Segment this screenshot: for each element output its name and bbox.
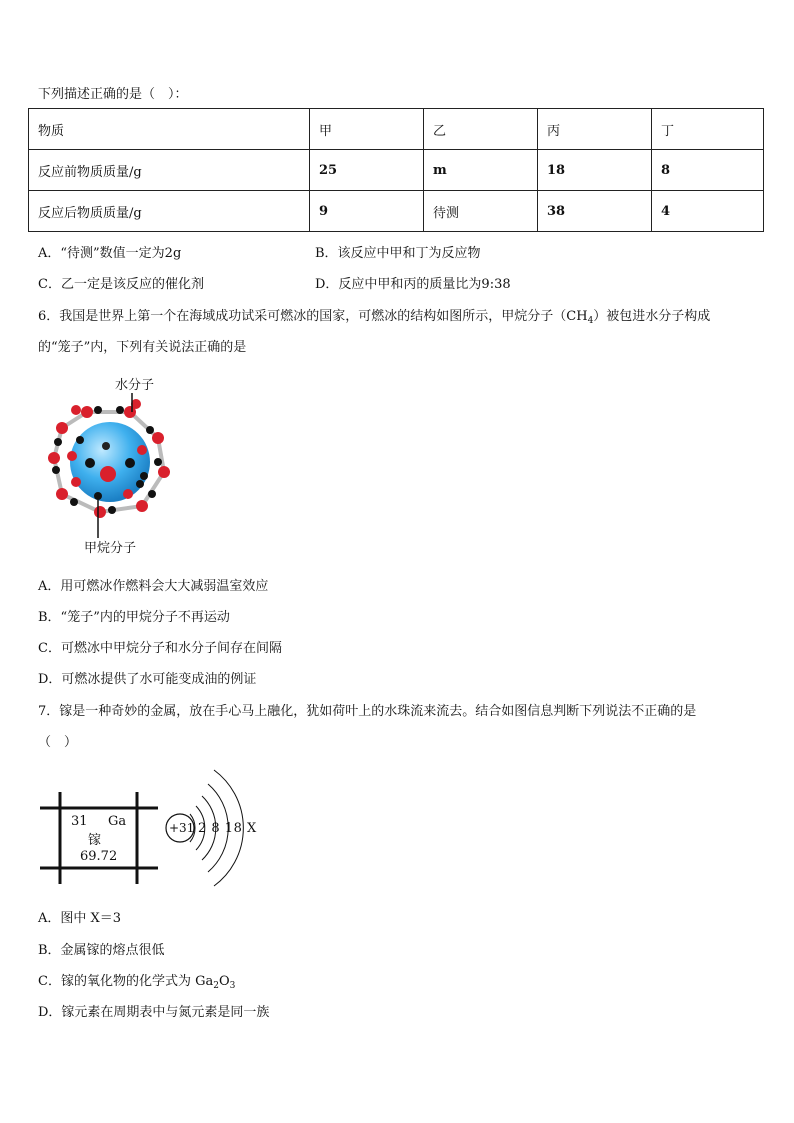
table-row (29, 150, 764, 191)
table-cell: 38 (538, 191, 652, 232)
table-cell: 乙 (424, 109, 538, 150)
element-mass: 69.72 (80, 849, 118, 864)
q6-option-b: B．“笼子”内的甲烷分子不再运动 (38, 610, 230, 625)
q7-option-c-text: C．镓的氧化物的化学式为 Ga (38, 974, 214, 989)
mass-table (28, 108, 764, 232)
subscript: 2 (213, 981, 219, 991)
option-b: B．该反应中甲和丁为反应物 (315, 246, 481, 261)
q6-option-d: D．可燃冰提供了水可能变成油的例证 (38, 672, 257, 687)
q6-option-a: A．用可燃冰作燃料会大大减弱温室效应 (38, 579, 269, 594)
table-cell: m (424, 150, 538, 191)
table-cell: 甲 (310, 109, 424, 150)
nucleus-charge: +31 (169, 821, 195, 835)
subscript: 3 (229, 981, 236, 991)
element-atomic-number: 31 (71, 814, 88, 829)
q7-option-a: A．图中 X＝3 (38, 911, 122, 926)
table-cell: 4 (652, 191, 764, 232)
question-intro: 下列描述正确的是（ ）： (38, 87, 188, 102)
table-cell: 反应后物质质量/g (29, 191, 310, 232)
table-cell: 丙 (538, 109, 652, 150)
table-cell: 反应前物质质量/g (29, 150, 310, 191)
table-cell: 25 (310, 150, 424, 191)
water-molecule-label: 水分子 (115, 378, 155, 393)
table-header-row (29, 109, 764, 150)
table-cell: 9 (310, 191, 424, 232)
q7-option-c (38, 970, 235, 991)
q6-option-c: C．可燃冰中甲烷分子和水分子间存在间隔 (38, 641, 282, 656)
table-cell: 18 (538, 150, 652, 191)
q7-stem-line2: （ ） (38, 735, 78, 750)
table-cell: 丁 (652, 109, 764, 150)
q6-stem-sub: 4 (587, 316, 594, 326)
option-c: C．乙一定是该反应的催化剂 (38, 277, 204, 292)
q6-stem-line2: 的“笼子”内，下列有关说法正确的是 (38, 340, 247, 355)
table-row (29, 191, 764, 232)
element-name: 镓 (88, 833, 102, 848)
table-cell: 8 (652, 150, 764, 191)
element-symbol: Ga (108, 814, 127, 829)
q6-stem-line1 (38, 305, 710, 326)
clathrate-structure-diagram (40, 390, 180, 540)
option-a: A．“待测”数值一定为2g (38, 246, 182, 261)
q6-stem-text: ）被包进水分子构成 (593, 309, 711, 324)
q7-option-d: D．镓元素在周期表中与氮元素是同一族 (38, 1005, 270, 1020)
table-cell: 待测 (424, 191, 538, 232)
q6-stem-text: 6．我国是世界上第一个在海域成功试采可燃冰的国家，可燃冰的结构如图所示，甲烷分子（CH (38, 309, 588, 324)
electron-shells: 2 8 18 X (198, 821, 257, 836)
q7-option-c-text: O (218, 974, 230, 989)
table-cell: 物质 (29, 109, 310, 150)
methane-molecule-label: 甲烷分子 (84, 541, 137, 556)
q7-option-b: B．金属镓的熔点很低 (38, 943, 165, 958)
option-d: D．反应中甲和丙的质量比为9:38 (315, 277, 511, 292)
q7-stem-line1: 7．镓是一种奇妙的金属，放在手心马上融化，犹如荷叶上的水珠流来流去。结合如图信息判断下列说法不正确的是 (38, 704, 697, 719)
